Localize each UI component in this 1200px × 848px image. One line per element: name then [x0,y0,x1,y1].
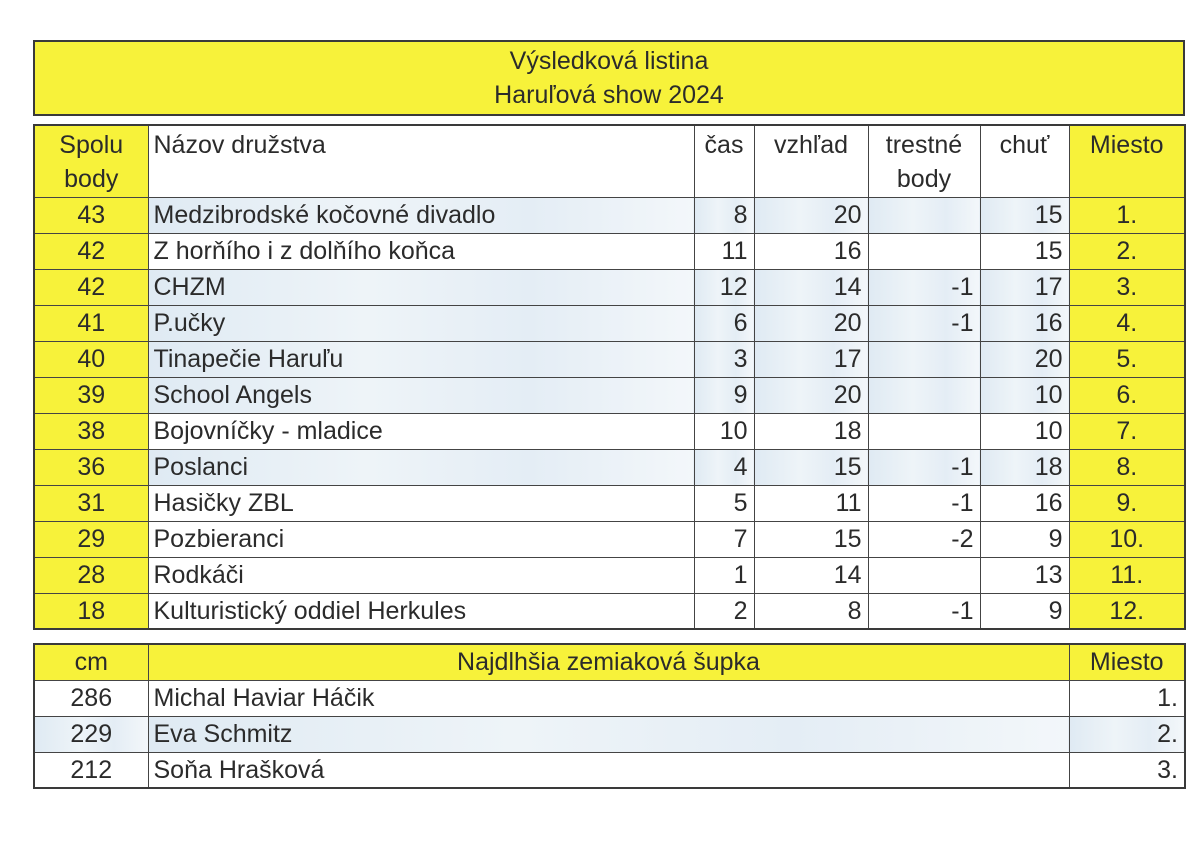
results-row [34,485,1185,521]
total-points-cell: 29 [34,521,148,557]
team-name-cell: P.učky [148,305,694,341]
total-points-cell: 28 [34,557,148,593]
peel-row [34,752,1185,788]
header-peel-place: Miesto [1069,644,1185,680]
time-score-cell: 4 [694,449,754,485]
peel-place-cell: 1. [1069,680,1185,716]
results-row [34,269,1185,305]
time-score-cell: 6 [694,305,754,341]
peel-length-cell: 229 [34,716,148,752]
look-score-cell: 15 [754,449,868,485]
peel-header-row [34,644,1185,680]
results-table [33,124,1186,630]
total-points-cell: 39 [34,377,148,413]
peel-length-cell: 286 [34,680,148,716]
time-score-cell: 8 [694,197,754,233]
team-name-cell: Pozbieranci [148,521,694,557]
penalty-cell: -1 [868,269,980,305]
penalty-cell: -1 [868,449,980,485]
header-total-line2: body [64,165,119,193]
peel-name-cell: Eva Schmitz [148,716,1069,752]
place-cell: 1. [1069,197,1185,233]
penalty-cell [868,233,980,269]
results-row [34,377,1185,413]
penalty-cell [868,377,980,413]
total-points-cell: 42 [34,269,148,305]
team-name-cell: School Angels [148,377,694,413]
results-row [34,413,1185,449]
look-score-cell: 15 [754,521,868,557]
taste-score-cell: 16 [980,485,1069,521]
place-cell: 5. [1069,341,1185,377]
penalty-cell: -1 [868,593,980,629]
time-score-cell: 3 [694,341,754,377]
place-cell: 9. [1069,485,1185,521]
look-score-cell: 16 [754,233,868,269]
look-score-cell: 17 [754,341,868,377]
look-score-cell: 20 [754,305,868,341]
team-name-cell: Medzibrodské kočovné divadlo [148,197,694,233]
time-score-cell: 1 [694,557,754,593]
look-score-cell: 18 [754,413,868,449]
results-title-banner [33,40,1185,116]
time-score-cell: 11 [694,233,754,269]
look-score-cell: 20 [754,377,868,413]
results-row [34,233,1185,269]
total-points-cell: 43 [34,197,148,233]
penalty-cell [868,197,980,233]
header-penalty-line2: body [896,165,952,193]
time-score-cell: 5 [694,485,754,521]
results-row [34,305,1185,341]
time-score-cell: 12 [694,269,754,305]
total-points-cell: 40 [34,341,148,377]
taste-score-cell: 16 [980,305,1069,341]
time-score-cell: 7 [694,521,754,557]
time-score-cell: 10 [694,413,754,449]
results-row [34,449,1185,485]
header-look: vzhľad [754,125,868,197]
team-name-cell: Poslanci [148,449,694,485]
penalty-cell [868,557,980,593]
document-title: Výsledková listina [509,47,709,75]
place-cell: 11. [1069,557,1185,593]
penalty-cell: -2 [868,521,980,557]
total-points-cell: 38 [34,413,148,449]
total-points-cell: 18 [34,593,148,629]
peel-name-cell: Michal Haviar Háčik [148,680,1069,716]
total-points-cell: 36 [34,449,148,485]
place-cell: 8. [1069,449,1185,485]
header-total-points [34,125,148,197]
team-name-cell: Z horňího i z dolňího koňca [148,233,694,269]
peel-name-cell: Soňa Hrašková [148,752,1069,788]
header-penalty-line1: trestné [885,131,963,159]
team-name-cell: Bojovníčky - mladice [148,413,694,449]
results-row [34,521,1185,557]
team-name-cell: Tinapečie Haruľu [148,341,694,377]
event-name: Haruľová show 2024 [494,81,724,109]
look-score-cell: 11 [754,485,868,521]
time-score-cell: 9 [694,377,754,413]
place-cell: 2. [1069,233,1185,269]
taste-score-cell: 9 [980,521,1069,557]
team-name-cell: Hasičky ZBL [148,485,694,521]
penalty-cell [868,341,980,377]
taste-score-cell: 15 [980,233,1069,269]
peel-place-cell: 3. [1069,752,1185,788]
taste-score-cell: 13 [980,557,1069,593]
penalty-cell: -1 [868,305,980,341]
results-row [34,197,1185,233]
header-penalty [868,125,980,197]
taste-score-cell: 15 [980,197,1069,233]
header-team-name: Názov družstva [148,125,694,197]
look-score-cell: 14 [754,557,868,593]
taste-score-cell: 20 [980,341,1069,377]
peel-row [34,680,1185,716]
total-points-cell: 31 [34,485,148,521]
header-taste: chuť [980,125,1069,197]
header-peel-title: Najdlhšia zemiaková šupka [148,644,1069,680]
total-points-cell: 41 [34,305,148,341]
peel-length-cell: 212 [34,752,148,788]
results-row [34,593,1185,629]
taste-score-cell: 17 [980,269,1069,305]
place-cell: 6. [1069,377,1185,413]
time-score-cell: 2 [694,593,754,629]
place-cell: 7. [1069,413,1185,449]
taste-score-cell: 9 [980,593,1069,629]
peel-row [34,716,1185,752]
place-cell: 12. [1069,593,1185,629]
team-name-cell: Kulturistický oddiel Herkules [148,593,694,629]
penalty-cell [868,413,980,449]
header-place: Miesto [1069,125,1185,197]
header-total-line1: Spolu [59,131,124,159]
look-score-cell: 14 [754,269,868,305]
results-header-row [34,125,1185,197]
penalty-cell: -1 [868,485,980,521]
look-score-cell: 8 [754,593,868,629]
total-points-cell: 42 [34,233,148,269]
place-cell: 3. [1069,269,1185,305]
longest-peel-table [33,643,1186,789]
team-name-cell: Rodkáči [148,557,694,593]
taste-score-cell: 18 [980,449,1069,485]
results-row [34,341,1185,377]
team-name-cell: CHZM [148,269,694,305]
header-length-cm: cm [34,644,148,680]
look-score-cell: 20 [754,197,868,233]
header-time: čas [694,125,754,197]
results-row [34,557,1185,593]
peel-place-cell: 2. [1069,716,1185,752]
place-cell: 10. [1069,521,1185,557]
taste-score-cell: 10 [980,413,1069,449]
place-cell: 4. [1069,305,1185,341]
taste-score-cell: 10 [980,377,1069,413]
